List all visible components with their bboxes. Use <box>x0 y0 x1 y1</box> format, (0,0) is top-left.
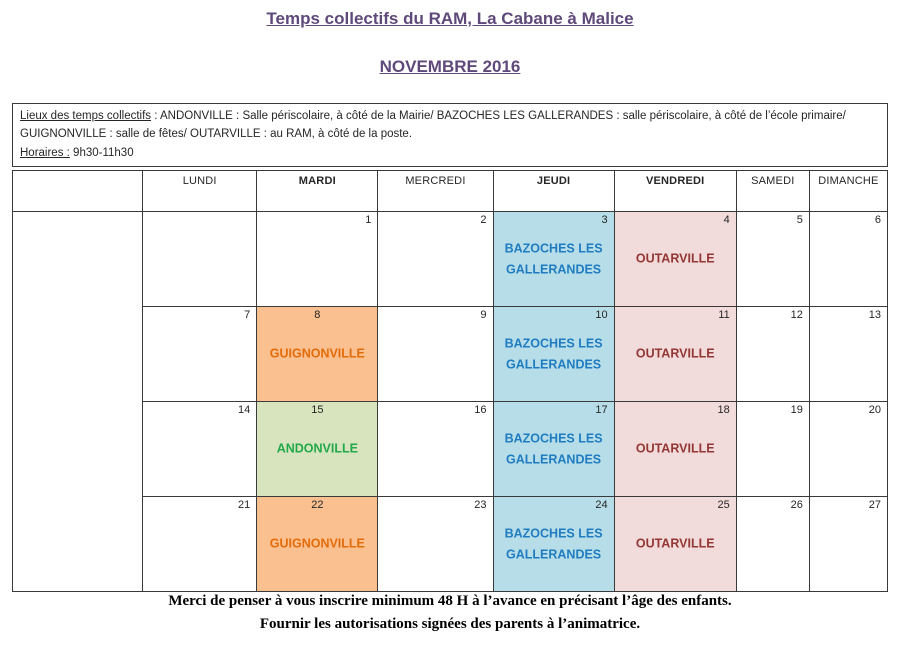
day-number: 10 <box>595 309 608 321</box>
day-header-samedi: SAMEDI <box>736 171 809 212</box>
info-lieux <box>20 107 880 144</box>
day-number: 21 <box>238 499 251 511</box>
week-row <box>13 212 888 307</box>
day-number: 27 <box>868 499 881 511</box>
event-location-label: ANDONVILLE <box>276 441 358 456</box>
month-title: NOVEMBRE 2016 <box>379 57 521 76</box>
day-number: 23 <box>474 499 487 511</box>
event-location-label: OUTARVILLE <box>635 536 715 551</box>
day-number: 26 <box>790 499 803 511</box>
day-cell <box>378 212 493 307</box>
page-title: Temps collectifs du RAM, La Cabane à Malice <box>266 9 634 28</box>
day-number: 15 <box>311 404 324 416</box>
day-number: 6 <box>874 214 881 226</box>
header-row <box>13 171 888 212</box>
info-horaires-text: 9h30-11h30 <box>69 146 134 159</box>
day-header-vendredi: VENDREDI <box>614 171 736 212</box>
corner-cell <box>13 171 143 212</box>
day-header-mardi: MARDI <box>257 171 378 212</box>
day-cell <box>378 402 493 497</box>
day-number: 14 <box>238 404 251 416</box>
day-number: 2 <box>480 214 487 226</box>
day-cell <box>809 402 887 497</box>
day-number: 8 <box>314 309 321 321</box>
day-cell <box>493 212 614 307</box>
day-cell <box>809 307 887 402</box>
day-cell <box>736 212 809 307</box>
day-number: 3 <box>601 214 608 226</box>
row-label-column <box>13 212 143 592</box>
footer-line-2: Fournir les autorisations signées des parents à l’animatrice. <box>259 615 641 632</box>
info-lieux-label: Lieux des temps collectifs <box>20 110 152 122</box>
week-row <box>13 497 888 592</box>
footer-line-1: Merci de penser à vous inscrire minimum 48 H à l’avance en précisant l’âge des enfants. <box>168 593 732 609</box>
day-number: 4 <box>723 214 730 226</box>
day-header-dimanche: DIMANCHE <box>809 171 887 212</box>
event-location-label: BAZOCHES LES GALLERANDES <box>504 241 603 276</box>
info-box <box>12 103 888 167</box>
day-cell <box>143 402 257 497</box>
day-number: 17 <box>595 404 608 416</box>
day-cell <box>736 307 809 402</box>
day-number: 12 <box>790 309 803 321</box>
event-location-label: OUTARVILLE <box>635 346 715 361</box>
day-number: 20 <box>868 404 881 416</box>
day-cell <box>493 402 614 497</box>
calendar-table <box>12 170 888 592</box>
day-number: 11 <box>718 309 730 321</box>
day-header-mercredi: MERCREDI <box>378 171 493 212</box>
day-cell <box>493 497 614 592</box>
day-number: 25 <box>717 499 730 511</box>
info-horaires-label: Horaires : <box>20 146 70 159</box>
week-row <box>13 402 888 497</box>
day-cell <box>493 307 614 402</box>
day-cell <box>257 307 378 402</box>
info-lieux-text: : ANDONVILLE : Salle périscolaire, à côté de la Mairie/ BAZOCHES LES GALLERANDES : salle périscolaire, à côté de l’école primaire/ GUIGNONVILLE : salle de fêtes/ OUTARVILLE : au RAM, à côté de la poste. <box>20 110 846 141</box>
day-header-lundi: LUNDI <box>143 171 257 212</box>
day-cell <box>378 497 493 592</box>
day-number: 16 <box>474 404 487 416</box>
day-number: 13 <box>868 309 881 321</box>
day-number: 24 <box>595 499 608 511</box>
day-cell <box>143 307 257 402</box>
day-header-jeudi: JEUDI <box>493 171 614 212</box>
day-number: 18 <box>717 404 730 416</box>
event-location-label: OUTARVILLE <box>635 251 715 266</box>
day-cell <box>143 212 257 307</box>
day-cell <box>809 212 887 307</box>
day-cell <box>257 212 378 307</box>
day-cell <box>614 402 736 497</box>
event-location-label: GUIGNONVILLE <box>269 346 365 361</box>
week-row <box>13 307 888 402</box>
day-cell <box>614 212 736 307</box>
day-cell <box>378 307 493 402</box>
day-number <box>143 212 256 214</box>
day-cell <box>809 497 887 592</box>
day-number: 1 <box>365 214 372 226</box>
event-location-label: OUTARVILLE <box>635 441 715 456</box>
day-number: 9 <box>480 309 487 321</box>
day-cell <box>614 497 736 592</box>
day-number: 19 <box>790 404 803 416</box>
event-location-label: BAZOCHES LES GALLERANDES <box>504 526 603 561</box>
event-location-label: BAZOCHES LES GALLERANDES <box>504 431 603 466</box>
day-cell <box>257 402 378 497</box>
event-location-label: GUIGNONVILLE <box>269 536 365 551</box>
day-number: 7 <box>244 309 251 321</box>
day-cell <box>257 497 378 592</box>
day-cell <box>143 497 257 592</box>
day-number: 22 <box>311 499 324 511</box>
day-cell <box>614 307 736 402</box>
day-number: 5 <box>796 214 803 226</box>
day-cell <box>736 497 809 592</box>
day-cell <box>736 402 809 497</box>
event-location-label: BAZOCHES LES GALLERANDES <box>504 336 603 371</box>
footer-note <box>0 590 900 635</box>
info-horaires <box>20 144 880 162</box>
